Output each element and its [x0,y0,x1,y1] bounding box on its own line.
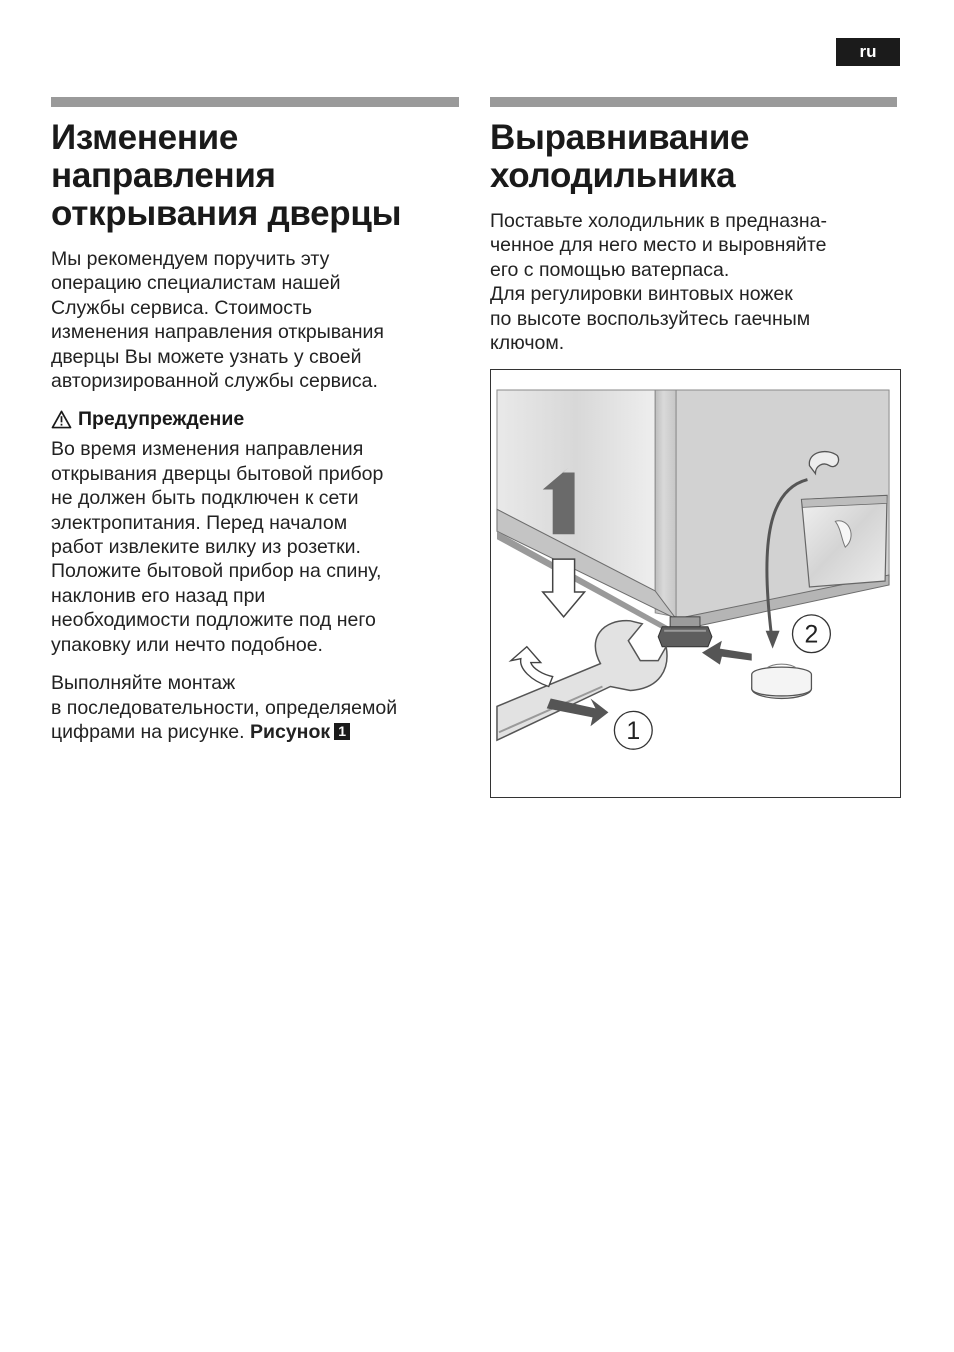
step-1-label: 1 [626,717,641,746]
warning-heading [51,407,463,431]
figure-reference-number: 1 [334,723,350,740]
figure-reference-label: Рисунок [249,720,331,743]
insert-arrow [702,641,752,665]
section-rule [490,97,897,107]
warning-triangle-icon [51,410,72,429]
section-title: Изменение направления открывания дверцы [51,118,402,233]
door-reversal-section [51,97,463,744]
step-1-marker [614,711,652,749]
warning-paragraph: Во время изменения направления открывания дверцы бытовой прибор не должен быть подключен к сети электропитания. Перед началом работ извлеките вилку из розетки. Положите бытовой прибор на спину, наклонив его назад при необходимости подложите под него упаковку или нечто подобное. [51,438,384,656]
intro-paragraph: Мы рекомендуем поручить эту операцию специалистам нашей Службы сервиса. Стоимость изменения направления открывания дверцы Вы можете узнать у своей авторизированной службы сервиса. [51,248,384,393]
step-2-label: 2 [804,620,819,649]
parts-bag [801,495,887,587]
step-2-marker [793,615,831,653]
leveling-illustration [490,369,901,798]
leveling-section [490,97,902,355]
cover-cap [752,664,812,698]
sequence-text: Выполняйте монтаж в последовательности, определяемой цифрами на рисунке. [51,672,398,743]
language-badge: ru [836,38,900,66]
section-rule [51,97,459,107]
section-title: Выравнивание холодильника [490,118,750,195]
sequence-paragraph [51,671,463,744]
leveling-paragraph: Поставьте холодильник в предназна- ченное для него место и выровняйте его с помощью ватерпаса. Для регулировки винтовых ножек по высоте воспользуйтесь гаечным ключом. [490,210,827,355]
warning-title: Предупреждение [78,408,245,431]
